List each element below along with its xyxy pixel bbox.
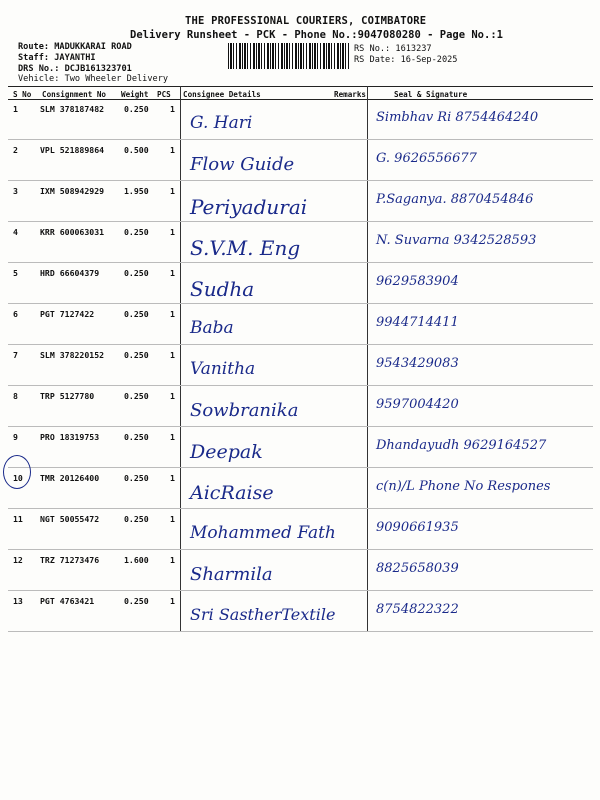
row-sno: 12 [13, 555, 23, 565]
row-seal-signature: 9629583904 [376, 274, 459, 289]
col-pcs: PCS [157, 90, 171, 99]
row-pcs: 1 [170, 186, 175, 196]
row-weight: 0.250 [124, 514, 149, 524]
barcode [228, 43, 350, 69]
row-divider [8, 467, 593, 468]
row-pcs: 1 [170, 104, 175, 114]
row-weight: 0.250 [124, 432, 149, 442]
row-seal-signature: c(n)/L Phone No Respones [376, 479, 551, 494]
row-divider [8, 426, 593, 427]
staff-label: Staff: JAYANTHI [18, 53, 96, 63]
row-consignment: IXM 508942929 [40, 186, 105, 196]
row-seal-signature: Simbhav Ri 8754464240 [376, 110, 539, 125]
row-consignment: KRR 600063031 [40, 227, 105, 237]
header-bottom-rule [8, 99, 593, 100]
row-pcs: 1 [170, 309, 175, 319]
row-weight: 0.250 [124, 227, 149, 237]
row-sno: 4 [13, 227, 18, 237]
row-weight: 0.250 [124, 309, 149, 319]
row-weight: 1.600 [124, 555, 149, 565]
row-divider [8, 221, 593, 222]
col-consignment: Consignment No [42, 90, 107, 99]
row-divider [8, 180, 593, 181]
row-consignee: Vanitha [190, 359, 256, 379]
row-consignee: Sudha [190, 277, 255, 301]
row-consignment: NGT 50055472 [40, 514, 100, 524]
row-pcs: 1 [170, 514, 175, 524]
row-sno: 3 [13, 186, 18, 196]
row-divider [8, 549, 593, 550]
row-pcs: 1 [170, 145, 175, 155]
row-weight: 0.500 [124, 145, 149, 155]
row-weight: 0.250 [124, 391, 149, 401]
row-weight: 0.250 [124, 596, 149, 606]
row-seal-signature: 9944714411 [376, 315, 459, 330]
row-pcs: 1 [170, 391, 175, 401]
row-sno: 5 [13, 268, 18, 278]
row-consignee: Flow Guide [190, 154, 295, 175]
company-title: THE PROFESSIONAL COURIERS, COIMBATORE [185, 15, 427, 27]
row-consignment: SLM 378187482 [40, 104, 105, 114]
row-sno: 7 [13, 350, 18, 360]
row-sno: 8 [13, 391, 18, 401]
row-10-circle-mark [3, 455, 31, 489]
row-consignment: SLM 378220152 [40, 350, 105, 360]
row-sno: 1 [13, 104, 18, 114]
row-seal-signature: 9090661935 [376, 520, 459, 535]
col-sno: S No [13, 90, 32, 99]
row-seal-signature: N. Suvarna 9342528593 [376, 233, 537, 248]
row-sno: 9 [13, 432, 18, 442]
row-sno: 2 [13, 145, 18, 155]
route-label: Route: MADUKKARAI ROAD [18, 42, 132, 52]
row-consignment: PGT 7127422 [40, 309, 95, 319]
vehicle-label: Vehicle: Two Wheeler Delivery [18, 74, 169, 84]
row-pcs: 1 [170, 350, 175, 360]
row-divider [8, 631, 593, 632]
row-pcs: 1 [170, 432, 175, 442]
row-seal-signature: 8825658039 [376, 561, 459, 576]
row-consignee: Sharmila [190, 564, 273, 585]
row-seal-signature: P.Saganya. 8870454846 [376, 192, 534, 207]
row-sno: 6 [13, 309, 18, 319]
row-sno: 10 [13, 473, 23, 483]
col-seal: Seal & Signature [394, 90, 468, 99]
row-divider [8, 590, 593, 591]
row-weight: 0.250 [124, 350, 149, 360]
row-consignee: Mohammed Fath [190, 523, 336, 543]
row-consignment: TRP 5127780 [40, 391, 95, 401]
row-pcs: 1 [170, 473, 175, 483]
row-consignee: AicRaise [190, 482, 274, 504]
row-divider [8, 262, 593, 263]
row-consignment: VPL 521889864 [40, 145, 105, 155]
col-weight: Weight [121, 90, 149, 99]
col-remarks: Remarks [334, 90, 367, 99]
col-consignee: Consignee Details [183, 90, 261, 99]
row-divider [8, 385, 593, 386]
rs-date: RS Date: 16-Sep-2025 [354, 55, 458, 65]
row-weight: 0.250 [124, 104, 149, 114]
row-weight: 0.250 [124, 473, 149, 483]
row-consignment: HRD 66604379 [40, 268, 100, 278]
rs-number: RS No.: 1613237 [354, 44, 432, 54]
row-consignment: PGT 4763421 [40, 596, 95, 606]
row-seal-signature: 9543429083 [376, 356, 459, 371]
row-consignee: Sowbranika [190, 400, 299, 421]
row-consignee: S.V.M. Eng [190, 236, 301, 260]
row-divider [8, 508, 593, 509]
row-weight: 1.950 [124, 186, 149, 196]
row-divider [8, 303, 593, 304]
row-consignee: Baba [190, 318, 234, 338]
row-sno: 13 [13, 596, 23, 606]
row-consignee: Deepak [190, 441, 263, 463]
row-divider [8, 344, 593, 345]
row-seal-signature: G. 9626556677 [376, 151, 477, 166]
row-divider [8, 139, 593, 140]
row-pcs: 1 [170, 555, 175, 565]
row-consignment: TRZ 71273476 [40, 555, 100, 565]
row-consignment: PRO 18319753 [40, 432, 100, 442]
row-consignee: Periyadurai [190, 195, 308, 219]
row-weight: 0.250 [124, 268, 149, 278]
row-consignee: G. Hari [190, 113, 253, 133]
row-consignment: TMR 20126400 [40, 473, 100, 483]
row-pcs: 1 [170, 227, 175, 237]
row-consignee: Sri SastherTextile [190, 605, 336, 624]
row-pcs: 1 [170, 268, 175, 278]
row-sno: 11 [13, 514, 23, 524]
row-seal-signature: 8754822322 [376, 602, 459, 617]
drs-label: DRS No.: DCJB161323701 [18, 64, 132, 74]
row-seal-signature: 9597004420 [376, 397, 459, 412]
runsheet-subtitle: Delivery Runsheet - PCK - Phone No.:9047080280 - Page No.:1 [130, 29, 503, 41]
row-seal-signature: Dhandayudh 9629164527 [376, 438, 547, 453]
row-pcs: 1 [170, 596, 175, 606]
table-top-rule [8, 86, 593, 87]
